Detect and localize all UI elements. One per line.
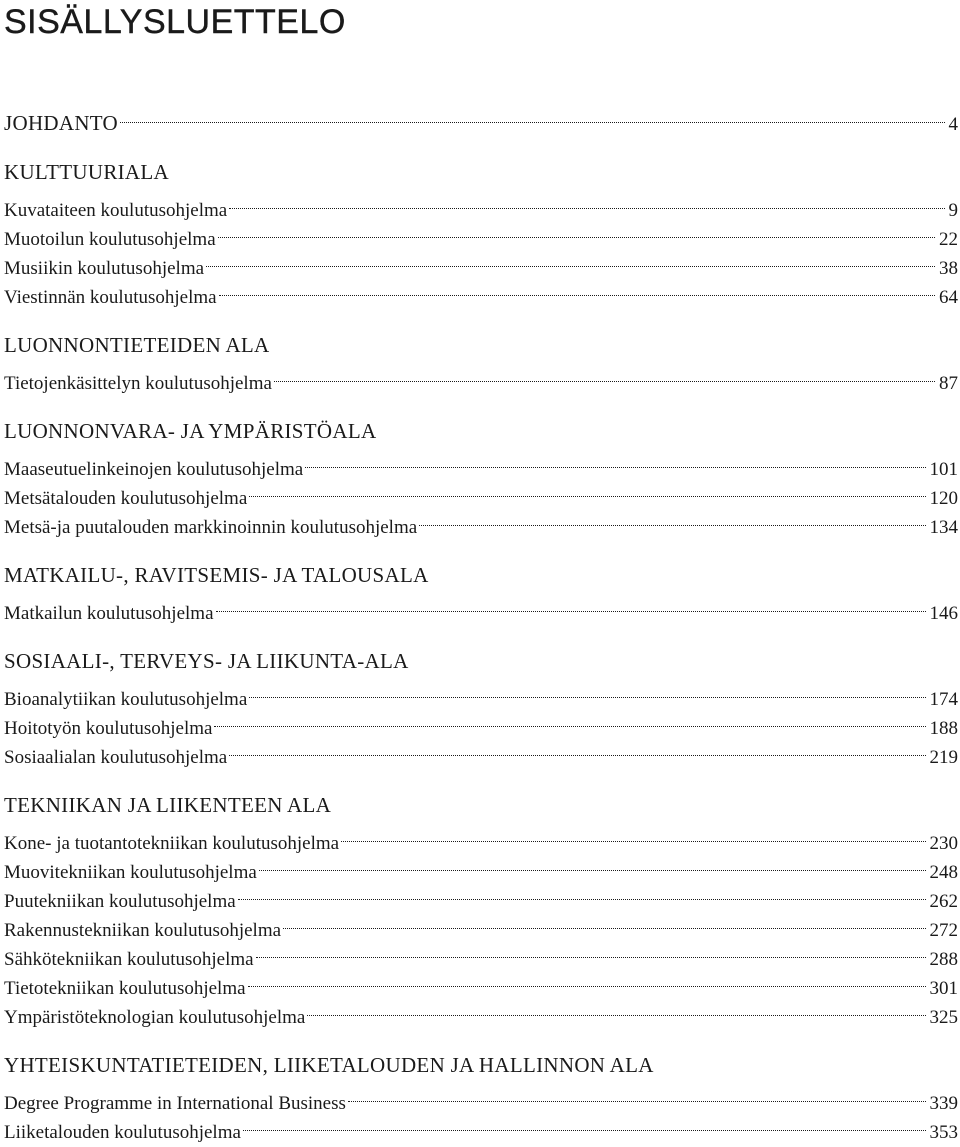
toc-entry-label: Ympäristöteknologian koulutusohjelma bbox=[4, 1007, 306, 1028]
dot-leader bbox=[120, 101, 944, 130]
toc-entry-label: Tietojenkäsittelyn koulutusohjelma bbox=[4, 373, 272, 394]
section-heading: LUONNONVARA- JA YMPÄRISTÖALA bbox=[4, 419, 377, 443]
dot-leader bbox=[216, 590, 926, 619]
toc-entry-label: Degree Programme in International Business bbox=[4, 1093, 346, 1114]
toc-entry-intro[interactable] bbox=[4, 101, 958, 135]
toc-entry-label: Matkailun koulutusohjelma bbox=[4, 603, 214, 624]
dot-leader bbox=[238, 878, 926, 907]
toc-entry-page: 219 bbox=[929, 747, 958, 768]
toc-entry-label: Tietotekniikan koulutusohjelma bbox=[4, 978, 246, 999]
toc-sections bbox=[4, 130, 958, 1143]
toc-entry-page: 272 bbox=[929, 920, 958, 941]
toc-entry-label: JOHDANTO bbox=[4, 111, 119, 135]
toc-entry[interactable] bbox=[4, 187, 958, 221]
toc-entry-label: Musiikin koulutusohjelma bbox=[4, 258, 205, 279]
toc-entry-page: 146 bbox=[929, 603, 958, 624]
toc-entry-label: Kuvataiteen koulutusohjelma bbox=[4, 200, 228, 221]
dot-leader bbox=[307, 994, 925, 1023]
dot-leader bbox=[283, 907, 925, 936]
toc-entry-page: 353 bbox=[929, 1122, 958, 1143]
page-title: SISÄLLYSLUETTELO bbox=[4, 3, 346, 41]
toc-entry-label: Sosiaalialan koulutusohjelma bbox=[4, 747, 228, 768]
section-heading: SOSIAALI-, TERVEYS- JA LIIKUNTA-ALA bbox=[4, 649, 409, 673]
toc-entry-label: Viestinnän koulutusohjelma bbox=[4, 287, 217, 308]
toc-entry-label: Hoitotyön koulutusohjelma bbox=[4, 718, 213, 739]
dot-leader bbox=[248, 965, 926, 994]
toc-entry-label: Puutekniikan koulutusohjelma bbox=[4, 891, 236, 912]
toc-entry-page: 134 bbox=[929, 517, 958, 538]
dot-leader bbox=[256, 936, 926, 965]
section-gap bbox=[4, 130, 958, 158]
toc-entry-label: Metsä-ja puutalouden markkinoinnin koulutusohjelma bbox=[4, 517, 418, 538]
toc-entry[interactable] bbox=[4, 820, 958, 854]
toc-entry-page: 188 bbox=[929, 718, 958, 739]
toc-entry-label: Rakennustekniikan koulutusohjelma bbox=[4, 920, 282, 941]
toc-entry-page: 248 bbox=[929, 862, 958, 883]
dot-leader bbox=[341, 820, 925, 849]
toc-entry-page: 101 bbox=[929, 459, 958, 480]
toc-entry[interactable] bbox=[4, 360, 958, 394]
toc-entry[interactable] bbox=[4, 590, 958, 624]
section-heading: MATKAILU-, RAVITSEMIS- JA TALOUSALA bbox=[4, 563, 429, 587]
section-heading: YHTEISKUNTATIETEIDEN, LIIKETALOUDEN JA HALLINNON ALA bbox=[4, 1053, 654, 1077]
section-heading: TEKNIIKAN JA LIIKENTEEN ALA bbox=[4, 793, 332, 817]
toc-entry-page: 301 bbox=[929, 978, 958, 999]
dot-leader bbox=[206, 245, 935, 274]
dot-leader bbox=[249, 475, 925, 504]
dot-leader bbox=[249, 676, 925, 705]
toc-entry-page: 64 bbox=[939, 287, 958, 308]
toc-entry-label: Muovitekniikan koulutusohjelma bbox=[4, 862, 257, 883]
toc-entry-page: 120 bbox=[929, 488, 958, 509]
dot-leader bbox=[274, 360, 935, 389]
toc-entry-page: 262 bbox=[929, 891, 958, 912]
toc-entry-label: Kone- ja tuotantotekniikan koulutusohjelma bbox=[4, 833, 340, 854]
toc-entry-label: Bioanalytiikan koulutusohjelma bbox=[4, 689, 248, 710]
toc-entry-page: 4 bbox=[948, 114, 958, 135]
toc-entry-page: 22 bbox=[939, 229, 958, 250]
section-heading: KULTTUURIALA bbox=[4, 160, 169, 184]
toc-entry-page: 339 bbox=[929, 1093, 958, 1114]
toc-entry-label: Liiketalouden koulutusohjelma bbox=[4, 1122, 241, 1143]
toc-entry-page: 174 bbox=[929, 689, 958, 710]
dot-leader bbox=[214, 705, 925, 734]
dot-leader bbox=[419, 504, 925, 533]
dot-leader bbox=[348, 1080, 926, 1109]
dot-leader bbox=[218, 216, 935, 245]
toc-entry[interactable] bbox=[4, 1080, 958, 1114]
toc-entry-page: 288 bbox=[929, 949, 958, 970]
toc-entry-page: 325 bbox=[929, 1007, 958, 1028]
dot-leader bbox=[259, 849, 926, 878]
toc-entry-label: Maaseutuelinkeinojen koulutusohjelma bbox=[4, 459, 304, 480]
toc-entry-label: Muotoilun koulutusohjelma bbox=[4, 229, 216, 250]
toc-entry-label: Metsätalouden koulutusohjelma bbox=[4, 488, 248, 509]
toc-entry[interactable] bbox=[4, 446, 958, 480]
dot-leader bbox=[243, 1109, 926, 1138]
dot-leader bbox=[219, 274, 935, 303]
toc-entry-page: 230 bbox=[929, 833, 958, 854]
toc-entry-page: 38 bbox=[939, 258, 958, 279]
toc-entry-label: Sähkötekniikan koulutusohjelma bbox=[4, 949, 254, 970]
toc-entry[interactable] bbox=[4, 676, 958, 710]
dot-leader bbox=[305, 446, 925, 475]
toc-entry-page: 87 bbox=[939, 373, 958, 394]
toc-entry-page: 9 bbox=[948, 200, 958, 221]
dot-leader bbox=[229, 187, 944, 216]
dot-leader bbox=[229, 734, 925, 763]
table-of-contents bbox=[4, 101, 958, 1143]
section-heading: LUONNONTIETEIDEN ALA bbox=[4, 333, 270, 357]
